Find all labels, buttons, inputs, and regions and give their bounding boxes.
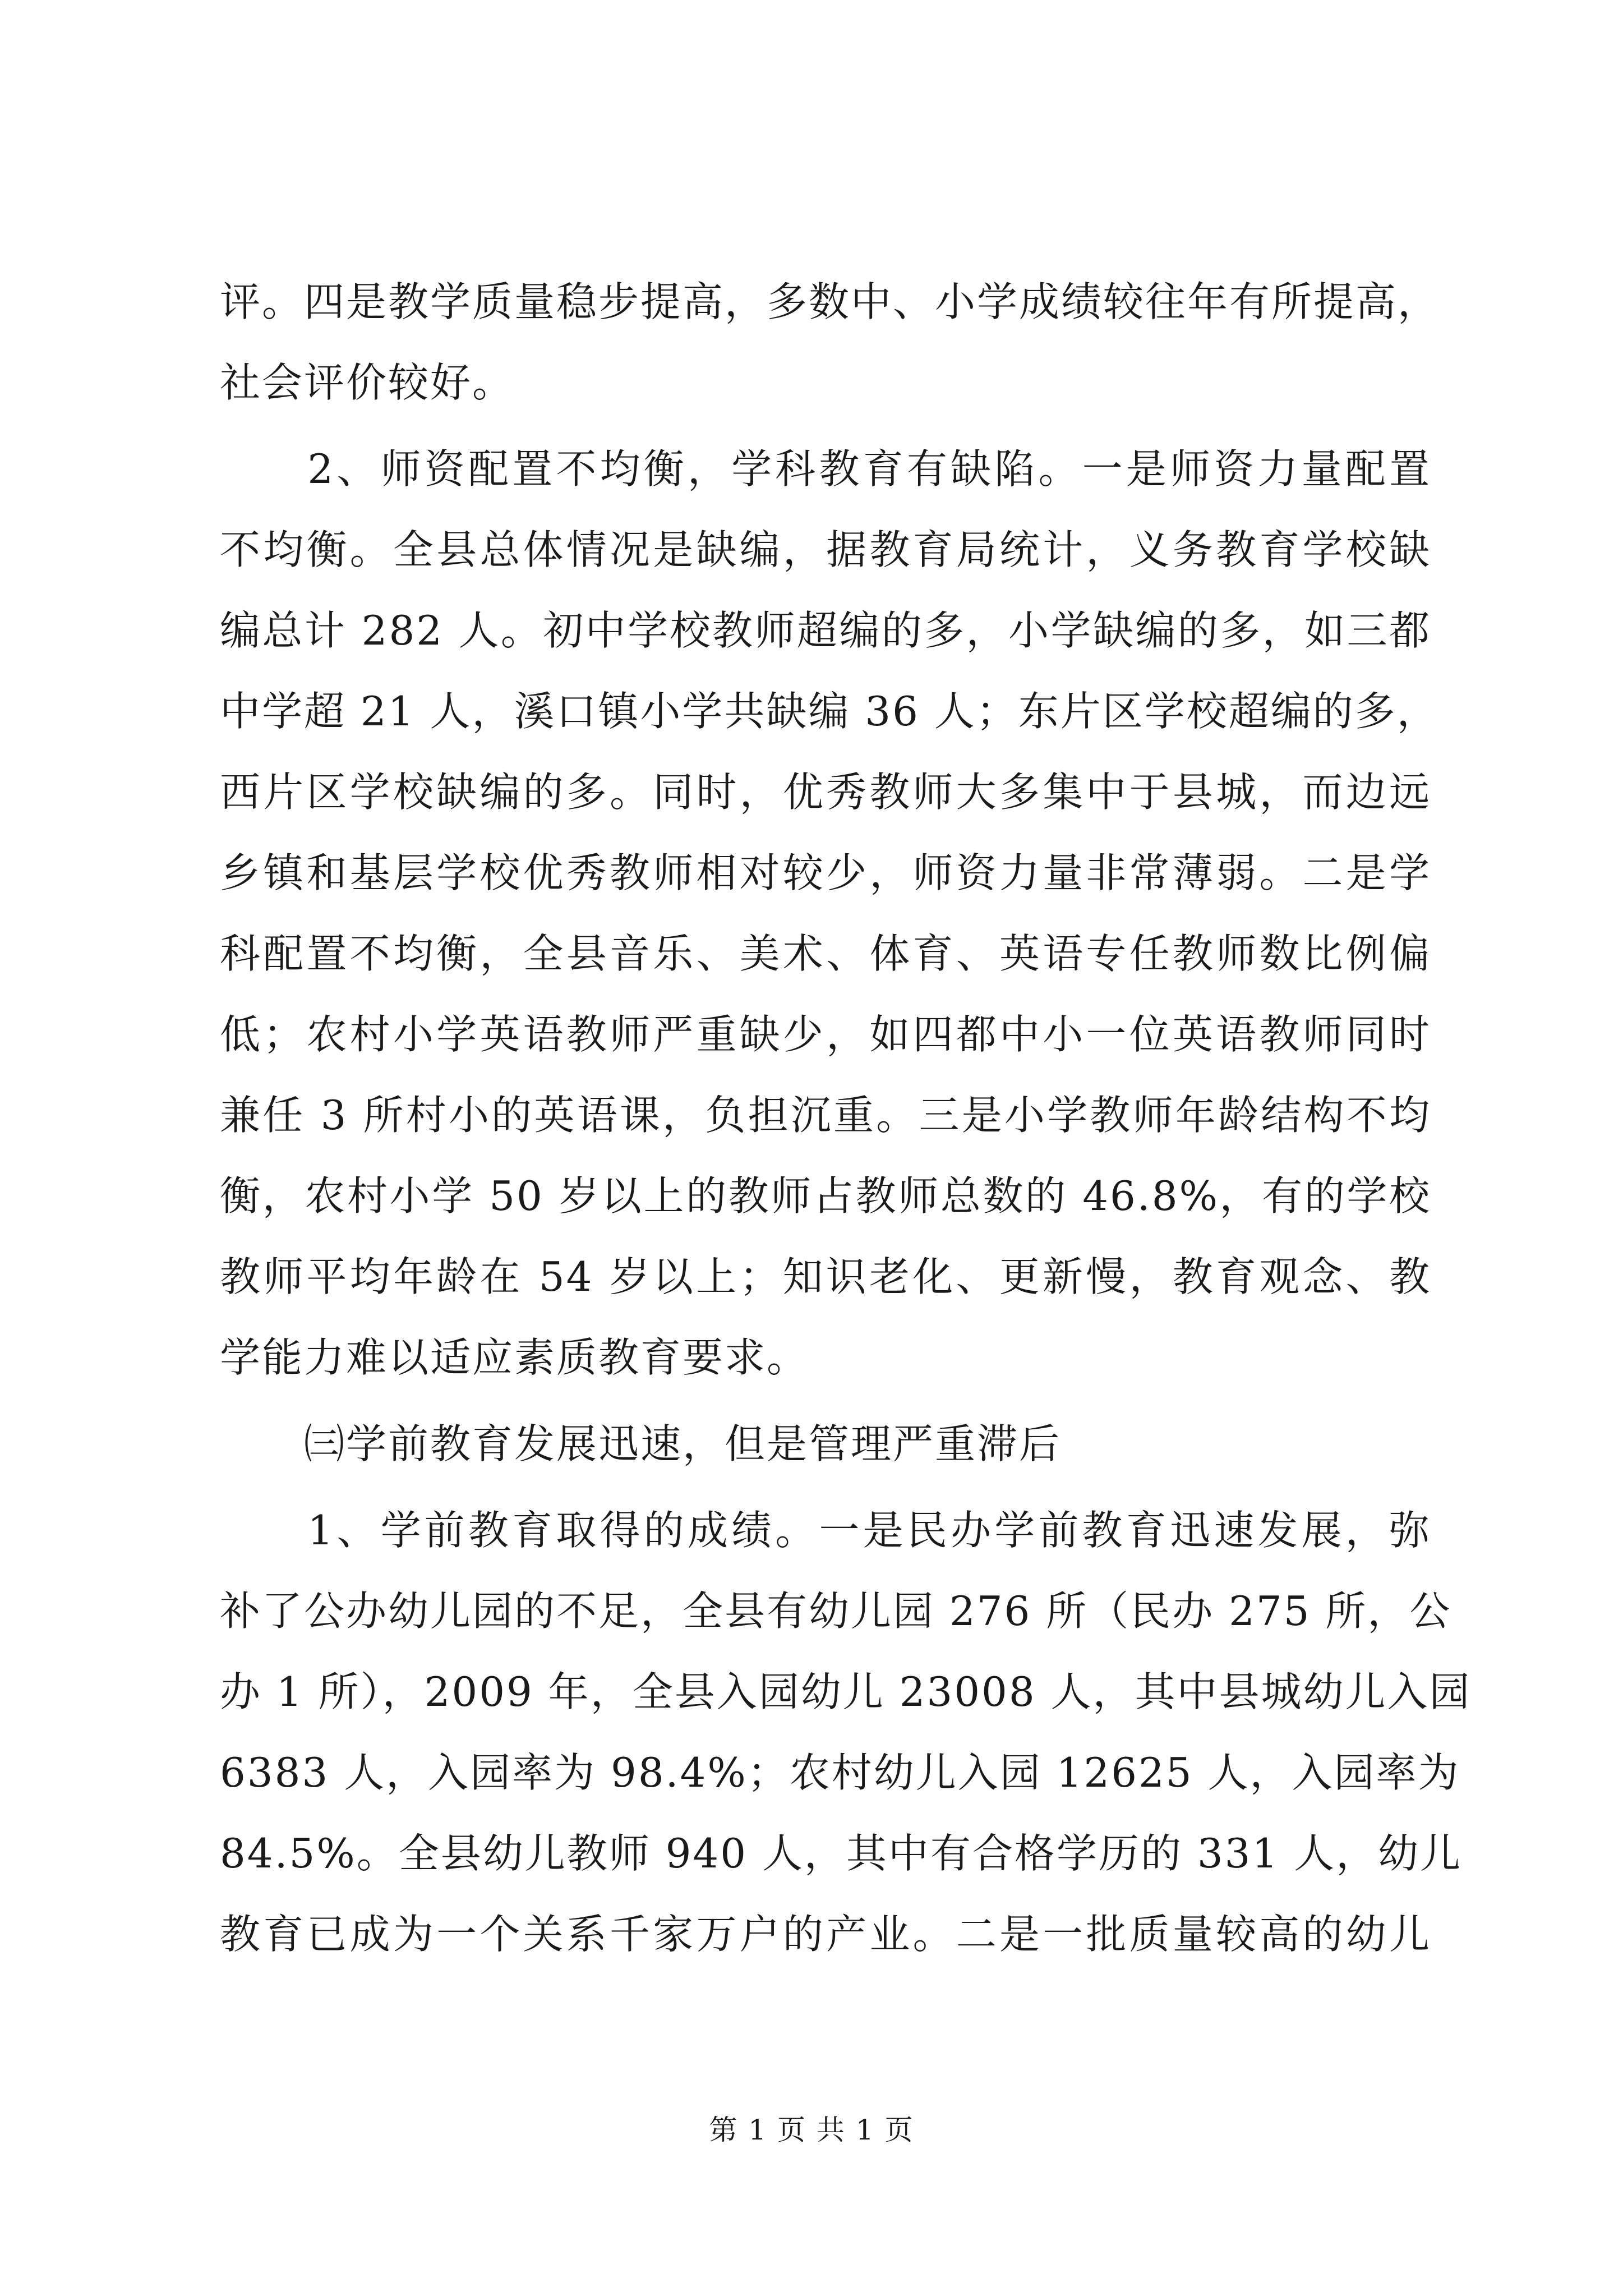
text-line: 补了公办幼儿园的不足，全县有幼儿园 276 所（民办 275 所，公 <box>220 1588 1452 1635</box>
section-heading: ㈢学前教育发展迅速，但是管理严重滞后 <box>220 1420 1062 1467</box>
text-line: 兼任 3 所村小的英语课，负担沉重。三是小学教师年龄结构不均 <box>220 1092 1431 1139</box>
text-line: 教师平均年龄在 54 岁以上；知识老化、更新慢，教育观念、教 <box>220 1253 1431 1300</box>
text-line: 低；农村小学英语教师严重缺少，如四都中小一位英语教师同时 <box>220 1011 1431 1058</box>
text-line: 办 1 所），2009 年，全县入园幼儿 23008 人，其中县城幼儿入园 <box>220 1668 1472 1715</box>
text-line: 84.5%。全县幼儿教师 940 人，其中有合格学历的 331 人，幼儿 <box>220 1830 1463 1877</box>
text-line: 6383 人，入园率为 98.4%；农村幼儿入园 12625 人，入园率为 <box>220 1749 1460 1796</box>
text-line: 1、学前教育取得的成绩。一是民办学前教育迅速发展，弥 <box>220 1507 1431 1554</box>
text-line: 编总计 282 人。初中学校教师超编的多，小学缺编的多，如三都 <box>220 607 1431 654</box>
text-line: 学能力难以适应素质教育要求。 <box>220 1334 809 1381</box>
text-line: 教育已成为一个关系千家万户的产业。二是一批质量较高的幼儿 <box>220 1911 1431 1958</box>
text-line: 科配置不均衡，全县音乐、美术、体育、英语专任教师数比例偏 <box>220 930 1431 977</box>
text-line: 2、师资配置不均衡，学科教育有缺陷。一是师资力量配置 <box>220 445 1431 493</box>
text-line: 衡，农村小学 50 岁以上的教师占教师总数的 46.8%，有的学校 <box>220 1172 1431 1220</box>
document-body <box>220 261 1472 1975</box>
text-line: 西片区学校缺编的多。同时，优秀教师大多集中于县城，而边远 <box>220 769 1431 816</box>
text-line: 评。四是教学质量稳步提高，多数中、小学成绩较往年有所提高， <box>220 278 1440 325</box>
text-line: 社会评价较好。 <box>220 359 515 406</box>
text-line: 中学超 21 人，溪口镇小学共缺编 36 人；东片区学校超编的多， <box>220 688 1439 735</box>
text-line: 乡镇和基层学校优秀教师相对较少，师资力量非常薄弱。二是学 <box>220 849 1431 896</box>
page-number-footer: 第 1 页 共 1 页 <box>709 2114 914 2146</box>
text-line: 不均衡。全县总体情况是缺编，据教育局统计，义务教育学校缺 <box>220 526 1431 573</box>
